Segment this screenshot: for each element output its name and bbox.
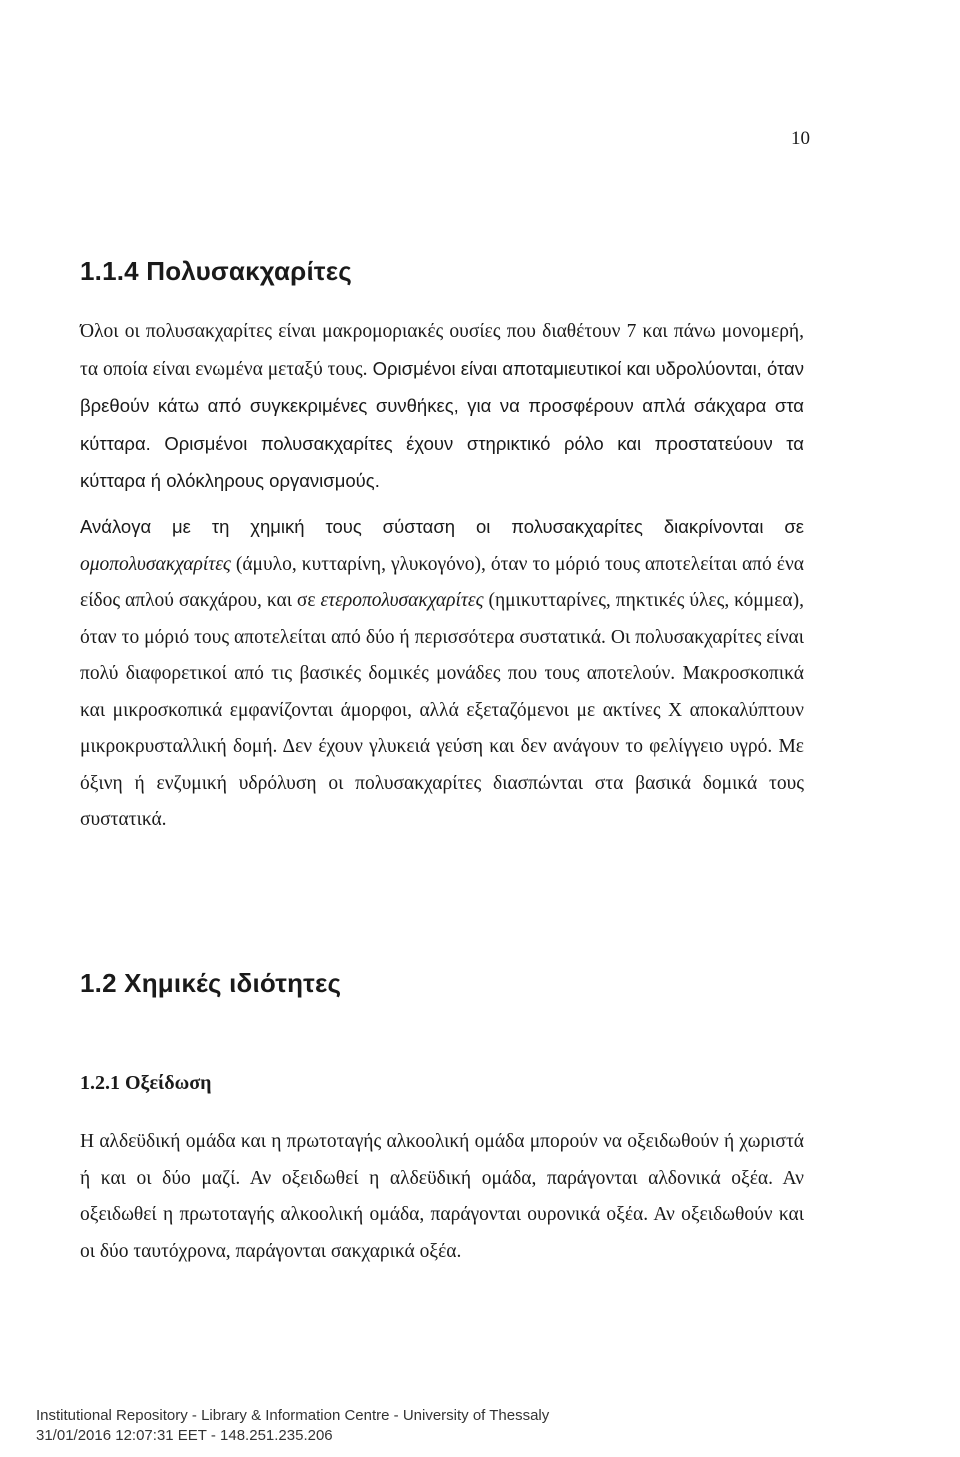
paragraph-polysaccharides-classification: [80, 509, 804, 839]
term-homopolysaccharides: ομοπολυσακχαρίτες: [80, 553, 231, 575]
paragraph-text: Όλοι οι πολυσακχαρίτες είναι μακρομοριακές ουσίες που διαθέτουν 7 και πάνω μονομερή, τα οποία είναι ενωμένα μεταξύ τους.: [80, 321, 804, 380]
repository-footer: [36, 1406, 549, 1446]
footer-repository-line: Institutional Repository - Library & Information Centre - University of Thessaly: [36, 1407, 550, 1424]
subsection-heading-oxidation: 1.2.1 Οξείδωση: [80, 1072, 212, 1094]
paragraph-polysaccharides-intro: [80, 314, 804, 501]
paragraph-text: (ημικυτταρίνες, πηκτικές ύλες, κόμμεα), όταν το μόριό τους αποτελείται από δύο ή περισσότερα συστατικά. Οι πολυσακχαρίτες είναι πολύ διαφορετικοί από τις βασικές δομικές μονάδες που τους αποτελούν. Μακροσκοπικά και μικροσκοπικά εμφανίζονται άμορφοι, αλλά εξεταζόμενοι με ακτίνες Χ αποκαλύπτουν μικροκρυσταλλική δομή. Δεν έχουν γλυκειά γεύση και δεν ανάγουν το φελίγγειο υγρό. Με όξινη ή ενζυμική υδρόλυση οι πολυσακχαρίτες διασπώνται στα βασικά δομικά τους συστατικά.: [80, 590, 804, 830]
page-number: 10: [791, 128, 810, 149]
section-heading-chemical-properties: 1.2 Χημικές ιδιότητες: [80, 968, 342, 998]
footer-timestamp-line: 31/01/2016 12:07:31 EET - 148.251.235.206: [36, 1427, 333, 1444]
section-heading-polysaccharides: 1.1.4 Πολυσακχαρίτες: [80, 256, 352, 286]
paragraph-oxidation: Η αλδεϋδική ομάδα και η πρωτοταγής αλκοολική ομάδα μπορούν να οξειδωθούν ή χωριστά ή και οι δύο μαζί. Αν οξειδωθεί η αλδεϋδική ομάδα, παράγονται αλδονικά οξέα. Αν οξειδωθεί η πρωτοταγής αλκοολική ομάδα, παράγονται ουρονικά οξέα. Αν οξειδωθούν και οι δύο ταυτόχρονα, παράγονται σακχαρικά οξέα.: [80, 1131, 804, 1262]
paragraph-text: (άμυλο, κυτταρίνη, γλυκογόνο), όταν το μόριό τους αποτελείται από ένα είδος απλού σακχάρου, και σε: [80, 553, 804, 611]
paragraph-text-sans: Ορισμένοι είναι αποταμιευτικοί και υδρολύονται, όταν βρεθούν κάτω από συγκεκριμένες συνθήκες, για να προσφέρουν απλά σάκχαρα στα κύτταρα. Ορισμένοι πολυσακχαρίτες έχουν στηρικτικό ρόλο και προστατεύουν τα κύτταρα ή ολόκληρους οργανισμούς.: [80, 357, 804, 491]
paragraph-text-sans: Ανάλογα με τη χημική τους σύσταση οι πολυσακχαρίτες διακρίνονται σε: [80, 516, 804, 537]
term-heteropolysaccharides: ετεροπολυσακχαρίτες: [320, 590, 484, 611]
